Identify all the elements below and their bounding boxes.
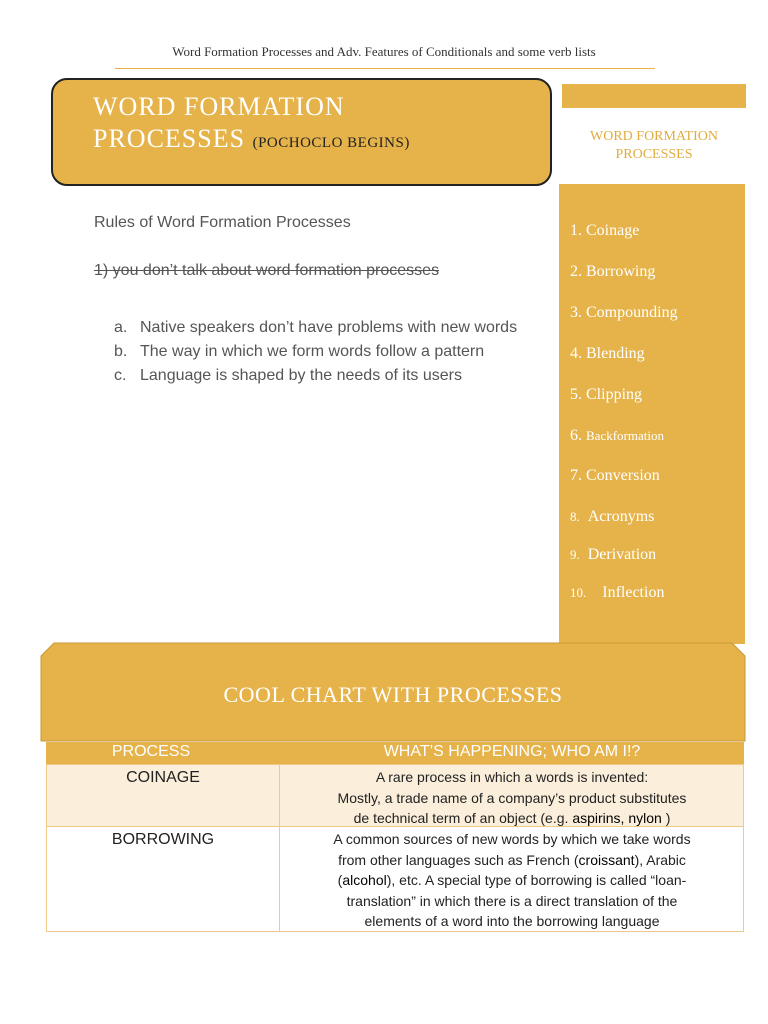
process-table [46, 764, 744, 932]
sidebar-item-borrowing [570, 263, 655, 281]
sidebar-item-number: 1. [570, 222, 582, 239]
struck-rule: 1) you don’t talk about word formation processes [94, 262, 440, 279]
list-item-text: The way in which we form words follow a pattern [140, 343, 485, 360]
sidebar-item-label: Inflection [602, 584, 665, 601]
list-item-text: Language is shaped by the needs of its users [140, 367, 462, 384]
sidebar-item-acronyms [570, 508, 654, 526]
sidebar-item-coinage [570, 222, 639, 240]
list-marker: c. [114, 367, 127, 384]
text-fragment: ), Arabic [634, 851, 686, 868]
description-line: translation” in which there is a direct translation of the [346, 892, 678, 909]
rules-heading: Rules of Word Formation Processes [94, 214, 351, 231]
column-header-description: WHAT’S HAPPENING; WHO AM I!? [383, 743, 641, 760]
text-fragment: ), etc. A special type of borrowing is called “loan- [386, 872, 687, 889]
title-line-1: WORD FORMATION [93, 92, 345, 121]
sidebar-item-derivation [570, 546, 656, 564]
sidebar-item-label: Coinage [586, 222, 640, 239]
text-fragment: de technical term of an object (e.g. [353, 810, 573, 827]
running-header: Word Formation Processes and Adv. Features of Conditionals and some verb lists [172, 44, 596, 59]
table-row [47, 827, 743, 931]
list-item-text: Native speakers don’t have problems with new words [140, 319, 518, 336]
sidebar-item-backformation [570, 427, 664, 445]
example-words: aspirins, nylon [572, 810, 662, 827]
sidebar-item-label: Clipping [586, 386, 643, 403]
sidebar-item-compounding [570, 304, 678, 322]
sidebar-item-label: Borrowing [586, 263, 656, 280]
header-divider [115, 68, 655, 69]
chart-banner [40, 642, 746, 742]
process-cell: BORROWING [47, 827, 280, 931]
example-word: alcohol [342, 872, 387, 889]
sidebar-item-label: Conversion [586, 467, 660, 484]
description-cell [281, 765, 743, 829]
description-line [281, 850, 743, 871]
sidebar-panel [559, 184, 745, 644]
chart-title: COOL CHART WITH PROCESSES [223, 682, 563, 707]
sidebar-top-bar [562, 84, 746, 108]
sidebar-item-label: Blending [586, 345, 645, 362]
table-row [47, 765, 743, 827]
text-fragment: from other languages such as French ( [338, 851, 579, 868]
description-line: A rare process in which a words is invented: [375, 769, 649, 785]
process-cell: COINAGE [47, 765, 280, 826]
sidebar-item-number: 5. [570, 386, 582, 403]
title-box [51, 78, 552, 186]
description-line: Mostly, a trade name of a company’s product substitutes [337, 789, 687, 806]
description-line: elements of a word into the borrowing language [364, 913, 660, 930]
list-marker: a. [114, 319, 128, 336]
text-fragment: ) [661, 810, 671, 827]
list-item [114, 316, 534, 340]
sidebar-item-label: Backformation [586, 428, 664, 443]
table-header [46, 742, 744, 764]
sidebar-item-blending [570, 345, 645, 363]
sidebar-item-number: 2. [570, 263, 582, 280]
sidebar-item-label: Acronyms [587, 508, 655, 525]
list-marker: b. [114, 343, 128, 360]
rules-list [114, 316, 534, 388]
description-line: A common sources of new words by which we take words [333, 831, 691, 847]
sidebar-item-inflection [570, 584, 664, 602]
sidebar-item-number: 3. [570, 304, 582, 321]
title-subtitle: (POCHOCLO BEGINS) [252, 135, 410, 151]
sidebar-item-conversion [570, 467, 660, 485]
example-word: croissant [578, 851, 635, 868]
description-line [281, 870, 743, 891]
sidebar-item-number: 7. [570, 467, 582, 484]
sidebar-item-clipping [570, 386, 642, 404]
description-cell [281, 827, 743, 932]
sidebar-item-label: Derivation [587, 546, 657, 563]
description-line [281, 808, 743, 829]
sidebar-heading: WORD FORMATION PROCESSES [590, 129, 718, 162]
sidebar-item-label: Compounding [586, 304, 678, 321]
sidebar-item-number: 9. [570, 547, 580, 562]
sidebar-item-number: 4. [570, 345, 582, 362]
column-header-process: PROCESS [111, 743, 191, 760]
list-item [114, 364, 534, 388]
text-fragment: ( [337, 872, 343, 889]
list-item [114, 340, 534, 364]
title-line-2 [93, 124, 410, 154]
sidebar-item-number: 10. [570, 585, 587, 600]
sidebar-item-number: 6. [570, 427, 582, 444]
sidebar-item-number: 8. [570, 509, 580, 524]
title-main: PROCESSES [93, 124, 246, 153]
